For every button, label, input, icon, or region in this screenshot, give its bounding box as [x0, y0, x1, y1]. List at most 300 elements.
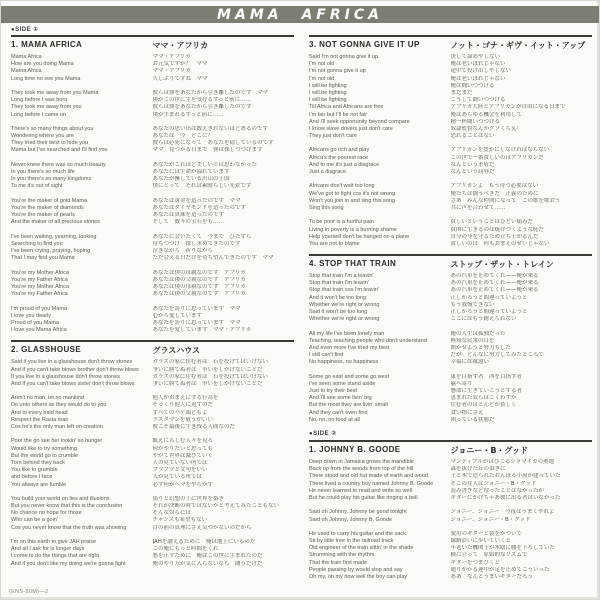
lyric-line-en: You always are fumble — [11, 481, 67, 488]
lyric-line — [11, 359, 294, 366]
lyric-line-en: Respect the Rasta man — [11, 416, 69, 423]
lyric-line — [309, 466, 592, 473]
lyric-line — [309, 155, 592, 162]
song-lyrics — [309, 273, 592, 424]
lyric-line — [309, 495, 592, 502]
lyric-line-en: I've been crying, praying, hoping — [11, 248, 91, 255]
lyric-line — [309, 395, 592, 402]
lyric-line-en: Stop that train I'm a leavin' — [309, 273, 374, 280]
lyric-line-en: You are not to blame — [309, 240, 360, 247]
lyric-line-jp: ギターをつまびくと — [450, 559, 500, 566]
lyric-line — [309, 280, 592, 287]
lyric-line — [309, 76, 592, 83]
lyric-line — [309, 316, 592, 323]
lyric-line-en: No, no, no food at all — [309, 416, 360, 423]
lyric-line — [11, 482, 294, 489]
stanza-gap — [11, 155, 294, 162]
lyric-line-jp: ブツブツと文句をいい — [152, 467, 208, 474]
lyric-line — [309, 68, 592, 75]
lyric-line-en: You're the maker of gold Mama — [11, 197, 88, 204]
lyric-line — [309, 531, 592, 538]
lyric-line-jp: 彼らは必死になって あなたを隠しているのです — [152, 140, 274, 147]
lyric-line — [309, 191, 592, 198]
lyric-line-en: I love you dearly — [11, 312, 52, 319]
lyric-line-en: Who can be a goin' — [11, 517, 58, 524]
lyric-line — [11, 460, 294, 467]
lyric-line-jp: 愛用のギターと袋をかついで — [450, 530, 522, 537]
lyric-line — [11, 446, 294, 453]
lyric-line — [309, 338, 592, 345]
lyric-line-jp: 久しぶりですね ママ — [152, 75, 208, 82]
lyric-line-jp: 困っている状態だ — [450, 416, 495, 423]
lyric-line-en: Never knew there was so much beauty — [11, 161, 106, 168]
lyric-line — [11, 198, 294, 205]
lyric-line-jp: 東を目指す者 西を目指す者 — [450, 373, 523, 380]
song-divider-rule — [309, 440, 592, 442]
lyric-line-en: You like to grumble — [11, 467, 58, 474]
lyric-line-en: Africans don't wait too long — [309, 183, 375, 190]
lyric-line — [11, 234, 294, 241]
lyric-line — [309, 402, 592, 409]
lyric-line-en: He used to carry his guitar and the sack — [309, 530, 406, 537]
song-title-jp: グラスハウス — [152, 346, 201, 356]
lyric-line — [309, 54, 592, 61]
lyric-line — [309, 183, 592, 190]
lyric-line-en: But he could play his guitar like ringing a bell — [309, 494, 418, 501]
lyric-line — [309, 83, 592, 90]
lyric-line-en: Long before I came on — [11, 111, 67, 118]
lyric-line — [309, 574, 592, 581]
lyric-line-en: And the maker of all precious stones — [11, 219, 100, 226]
lyric-line — [309, 509, 592, 516]
lyric-line — [11, 374, 294, 381]
stanza-gap — [309, 212, 592, 219]
lyric-line — [11, 306, 294, 313]
lyric-line-en: Oh my, oh my how well the boy can play — [309, 574, 408, 580]
lyric-line-en: Poor the go see her lookin' so hunger — [11, 438, 103, 445]
lyric-line-jp: そんな奴らには — [152, 510, 192, 517]
lyric-line-jp: 人が見ている所では — [152, 474, 203, 481]
lyric-line-jp: あなたが擁している沢山の王国 — [152, 176, 230, 183]
lyric-line-en: But the world go to crumble — [11, 452, 78, 459]
song-lyrics — [11, 359, 294, 567]
lyric-line — [11, 313, 294, 320]
lyrics-column-left — [11, 26, 294, 585]
lyric-line-en: And even more I've tried my best — [309, 344, 390, 351]
lyric-line-en: There lived a country boy named Johnny B. Goode — [309, 480, 434, 487]
lyric-line — [11, 561, 294, 568]
lyric-line-jp: アフリカ大陸とアフリカンが自由になる日まで — [450, 104, 566, 111]
lyric-line — [309, 61, 592, 68]
lyric-line-jp: 年老いた機関士が木陰に腰を下ろしていた — [450, 545, 556, 552]
lyric-line — [11, 147, 294, 154]
lyrics-content — [11, 26, 590, 585]
lyric-line-en: And to me it's just a disgrace — [309, 161, 380, 168]
lyric-line-jp: あなたがこれほど美しいとは思わなかった — [152, 161, 258, 168]
lyric-line — [309, 90, 592, 97]
lyric-line-jp: ガラスの家に住む者は 石を投げてはいけない — [152, 373, 268, 380]
lyric-line-en: And all I ask for is longer days — [11, 546, 85, 553]
lyric-line-jp: 俺はあらゆる機会を利用して — [450, 111, 523, 118]
lyric-line — [11, 546, 294, 553]
lyric-line-jp: 精一杯闘いつづける — [450, 118, 501, 125]
lyric-line-jp: なんという屈辱だ — [450, 169, 495, 175]
lyric-line — [309, 133, 592, 140]
song-divider-rule — [309, 254, 592, 256]
lyric-line-jp: 恐れることはない — [450, 133, 495, 140]
lyric-line-jp: 心から愛しています — [152, 312, 203, 319]
song-title-jp: ママ・アフリカ — [152, 41, 209, 50]
lyric-line-en: He never learned to read and write so well — [309, 487, 413, 494]
lyric-line-jp: あなたは僕の母親なのです アフリカ — [152, 269, 246, 276]
lyric-line-jp: なんという矛盾だ — [450, 161, 495, 168]
column-spacer — [309, 26, 592, 35]
lyric-line-en: Stop that train I'm leavin' — [309, 280, 369, 287]
lyric-line — [11, 424, 294, 431]
song-title-jp: ジョニー・B・グッド — [450, 446, 529, 455]
lyric-line-jp: 正しかろうと間違っていようと — [450, 309, 528, 315]
lyric-line-en: In you there's so many kingdoms — [11, 176, 92, 183]
lyric-line-en: Cos you never know that the truth was showing — [11, 524, 127, 531]
lyrics-column-right — [309, 26, 592, 585]
lyric-line — [309, 459, 592, 466]
lyric-line-en: I've seen some stand aside — [309, 380, 376, 387]
stanza-gap — [11, 489, 294, 496]
lyric-line — [309, 241, 592, 248]
stanza-gap — [309, 367, 592, 374]
lyric-line-en: I will be fighting — [309, 89, 347, 96]
lyric-line-en: I will be fighting — [309, 97, 347, 104]
lyric-line-en: We've got to fight cos it's not wrong — [309, 190, 396, 197]
lyric-line-jp: 俺の人生は孤独だった — [450, 330, 506, 337]
lyric-line-jp: ここにはもう耐えられない — [450, 316, 517, 323]
lyric-line — [309, 331, 592, 338]
lyric-line-en: Till Africa and Africans are free — [309, 104, 384, 111]
lyric-line-jp: アフリカンを豊かにしなければならない — [450, 147, 550, 154]
lyric-line-en: You're my Mother Africa — [11, 284, 70, 290]
lyric-line-jp: あの汽車を止めてくれ——俺が乗る — [450, 280, 539, 287]
lyric-line-en: To me it's out of sight — [11, 183, 63, 190]
lyric-line-jp: あなたはダイヤモンドを造ったのです — [152, 204, 246, 211]
lyric-line — [11, 503, 294, 510]
lyric-line — [11, 367, 294, 374]
song-block — [309, 254, 592, 424]
catalog-number: (ENS-80M)—2 — [9, 589, 49, 595]
lyric-line-jp: あなたの思い出は数えきれないほどあるのです — [152, 125, 269, 132]
lyric-line-en: I will be fighting — [309, 82, 347, 89]
lyric-line-en: I'm not old — [309, 75, 335, 82]
lyric-line — [309, 147, 592, 154]
lyric-line — [309, 295, 592, 302]
lyric-line-en: Stop that train cos I'm leavin' — [309, 287, 379, 294]
lyric-line — [309, 374, 592, 381]
song-title-row — [309, 259, 592, 270]
lyric-line — [11, 410, 294, 417]
lyric-line-jp: 偽りと幻想の上に世界を築き — [152, 495, 225, 502]
lyric-line-jp: 食い物にさえ — [450, 409, 484, 416]
lyric-line-en: Just a disgrace — [309, 169, 346, 175]
lyric-line-jp: お元気ですか？ ママ — [152, 61, 208, 68]
song-divider-rule — [11, 340, 294, 342]
lyric-line — [11, 90, 294, 97]
lyric-line-en: Old engineer of the train sittin' in the shade — [309, 545, 414, 552]
lyric-line-en: Said it won't be too long — [309, 309, 368, 315]
lyric-line-en: Africans go rich and play — [309, 147, 370, 154]
lyric-line-en: You're the maker of pearls — [11, 212, 75, 219]
lyric-line-jp: あなたは僕の父親なのです アフリカ — [152, 291, 246, 298]
lyric-line-jp: 人の見ていない所では — [152, 459, 208, 466]
lyric-line-en: To be poor is a hurtful pain — [309, 219, 374, 226]
lyric-line — [309, 97, 592, 104]
lyric-line-jp: 争いに勝てぬ者は 争いをしかけないことだ — [152, 380, 263, 387]
lyric-line — [309, 359, 592, 366]
lyric-line-en: They just don't care — [309, 133, 357, 140]
lyric-line-en: Deep down in Jamaica grows the mandible — [309, 459, 414, 465]
lyric-line — [11, 539, 294, 546]
lyric-line — [11, 68, 294, 75]
lyric-line-jp: 彼こそ最後に生き残る人間なのだ — [152, 424, 236, 430]
lyric-line — [11, 61, 294, 68]
album-title: MAMA AFRICA — [217, 6, 383, 23]
lyric-line-en: Proud of you Mama — [11, 319, 59, 326]
lyric-line — [11, 176, 294, 183]
lyric-line-jp: 通りがかる連中が足を止めてこういった — [450, 566, 550, 573]
lyric-line-en: How are you doing Mama — [11, 61, 74, 68]
lyric-line-jp: あなたを誇りに思っています ママ — [152, 305, 241, 312]
song-block — [309, 440, 592, 581]
song-title-en: 1. MAMA AFRICA — [11, 40, 83, 49]
lyric-line-jp: ママ 見つかる日まで 僕は探しつづけます — [152, 147, 263, 154]
lyric-line-jp: 森を抜けた丘の頂きに — [450, 466, 506, 473]
lyric-line-jp: あなたは僕の母親なのです アフリカ — [152, 284, 246, 290]
lyric-line-jp: 俺のやり方が気に入らないなら 闘うだけだ — [152, 560, 263, 567]
lyric-line-jp: 他人がおまえにする行為を — [152, 395, 219, 402]
lyric-line-jp: あの汽車を止めてくれ——俺が乗る — [450, 287, 539, 294]
lyric-line — [11, 255, 294, 262]
lyric-line-jp: すべてのハゲ頭どもよ — [152, 409, 208, 416]
stanza-gap — [309, 502, 592, 509]
lyric-line-jp: 開かせようと努力もした — [450, 344, 512, 351]
stanza-gap — [11, 119, 294, 126]
lyric-line-jp: 線路沿いに歩いていくと — [450, 538, 512, 545]
lyric-line-en: They took me away from you — [11, 104, 82, 111]
lyric-line-jp: この俺にもっと時間をくれ — [152, 546, 219, 553]
lyric-line-en: Whether we're right or wrong — [309, 316, 380, 323]
song-lyrics — [309, 459, 592, 581]
lyric-line — [11, 402, 294, 409]
lyric-line-jp: 無知な民衆の目を — [450, 337, 495, 344]
lyric-line-en: They tried their best to hide you — [11, 140, 89, 147]
lyric-line-jp: ママ・アフリカ — [152, 54, 191, 60]
lyric-line-jp: あなたを愛しています ママ・アフリカ — [152, 327, 252, 334]
stanza-gap — [309, 524, 592, 531]
song-block — [309, 35, 592, 248]
lyric-line — [309, 410, 592, 417]
lyric-line-en: Said oh Johnny, Johnny B. Goode — [309, 516, 393, 523]
lyric-line-en: And I'll see some livin' big — [309, 395, 372, 402]
lyric-line — [11, 241, 294, 248]
lyric-line-jp: 読み書きなど習ったことはなかったが — [450, 487, 545, 494]
song-title-en: 3. NOT GONNA GIVE IT UP — [309, 40, 420, 49]
lyric-line — [309, 417, 592, 424]
song-divider-rule — [309, 35, 592, 37]
lyric-line-en: If you live in a glasshouse don't throw stones — [11, 373, 120, 380]
lyric-line-jp: チャンスも希望もない — [152, 517, 208, 524]
lyric-line — [11, 284, 294, 291]
lyric-line — [11, 453, 294, 460]
lyric-line — [309, 538, 592, 545]
lyric-line-jp: 僕がこの世に生を受けるずっと前に…… — [152, 97, 252, 104]
lyric-line — [309, 302, 592, 309]
lyric-line-en: Said if you live in a glasshouse don't throw stones — [11, 359, 133, 366]
lyric-line — [309, 205, 592, 212]
lyric-line — [309, 309, 592, 316]
lyric-line-jp: 途中で投げ出しやしない — [450, 68, 512, 75]
lyric-line-jp: 貧困に生きるのは焼けつくような恥だ — [450, 226, 545, 233]
lyric-line-en: And if you can't take blows sister don't throw blows — [11, 380, 135, 387]
lyric-line-en: And if you don't like my doing we're gonna fight — [11, 560, 126, 567]
lyric-line — [309, 234, 592, 241]
lyric-line-en: Said I'm not gonna give it up — [309, 54, 379, 60]
lyric-line-en: Sit by little tree in the railroad track — [309, 538, 394, 545]
lyric-line-jp: 争いに勝てぬ者は 争いをしかけないことだ — [152, 366, 263, 373]
song-title-row — [309, 445, 592, 456]
lyric-line — [11, 517, 294, 524]
lyric-line-jp: ジョニー、ジョニー・B・グッド — [450, 516, 531, 523]
lyric-line — [11, 270, 294, 277]
lyric-line-jp: アフリカンよ もう待つ必要はない — [450, 183, 539, 190]
lyric-line-jp: ガラスの家に住む者は 石を投げてはいけない — [152, 359, 268, 366]
lyric-line — [11, 381, 294, 388]
lyric-line — [11, 205, 294, 212]
lyric-line — [11, 438, 294, 445]
lyric-line-jp: 自分の身を守るため立ち上がるんだ — [450, 233, 539, 240]
lyric-line — [309, 381, 592, 388]
lyric-line-en: Torn behind they back — [11, 459, 65, 466]
lyric-line-jp: 貧しいのは 何もおまえのせいじゃない — [450, 240, 550, 247]
lyric-line-en: They took me away from you Mama — [11, 89, 99, 96]
lyric-line-en: Mama Africa — [11, 54, 42, 60]
lyric-line-en: Said oh Johnny, Johnny be good tonight — [309, 509, 407, 516]
lyric-line — [11, 525, 294, 532]
lyric-line-en: Wondering where you are — [11, 133, 74, 140]
lyric-line-en: You're my Mother Africa — [11, 269, 70, 276]
lyric-line — [11, 104, 294, 111]
lyric-line-jp: まだまだ — [450, 89, 473, 96]
lyric-line-en: Cos he's the only man left on creation — [11, 424, 103, 430]
lyric-line — [11, 54, 294, 61]
song-lyrics — [309, 54, 592, 248]
song-block — [11, 35, 294, 334]
lyric-line — [309, 112, 592, 119]
lyric-line-jp: 何かやりたいと思っても — [152, 445, 214, 452]
lyric-line — [309, 517, 592, 524]
lyric-line-jp: ラスタマンを敬うがいい — [152, 416, 213, 423]
lyric-line-en: I'm proud of you Mama — [11, 305, 68, 312]
lyric-line — [11, 133, 294, 140]
song-title-en: 1. JOHNNY B. GOODE — [309, 445, 401, 454]
lyric-line-en: And it won't be too long — [309, 294, 367, 301]
lyric-line-jp: 幸福には縁遠い — [450, 359, 490, 366]
lyric-line-en: No chance no hope for those — [11, 510, 82, 517]
lyric-line-en: Long time no see you Mama — [11, 75, 81, 82]
lyric-line-jp: あなたに会いたくて 今まで ひたすら — [152, 233, 252, 240]
lyric-line-jp: 目の前の真理にさえ気づかないのだから — [152, 524, 252, 531]
lyric-line-jp: 脇へ寄り — [450, 380, 473, 387]
stanza-gap — [309, 140, 592, 147]
lyric-line-en: Help yourself don't be hanged on a plane — [309, 233, 410, 240]
lyric-line-en: And if you can't take blows brother don't throw blows — [11, 366, 139, 373]
lyric-line — [11, 169, 294, 176]
lyric-line-en: Searching to find you — [11, 240, 63, 247]
lyric-line — [11, 395, 294, 402]
lyric-line — [11, 320, 294, 327]
song-block — [11, 340, 294, 567]
lyric-line-en: That I may find you Mama — [11, 255, 75, 262]
lyric-line-jp: ギターにかけちゃあ彼に出る者はいなかった — [450, 494, 561, 501]
lyric-line — [11, 183, 294, 190]
lyric-line-jp: この世で一番貧しいのはアフリカンだ — [450, 154, 544, 161]
song-title-row — [11, 345, 294, 356]
lyric-line-jp: あなたは 今 どこに？ — [152, 133, 214, 140]
lyric-line-jp: あの汽車を止めてくれ——俺が乗る — [450, 273, 539, 280]
side-2-label: ●SIDE ② — [309, 431, 337, 437]
lyric-line-jp: だが どんなに努力してみたところで — [450, 352, 544, 359]
lyric-line-en: I'm not old — [309, 61, 335, 68]
lyric-line-en: I come to do the things that are right — [11, 553, 100, 560]
lyric-line — [309, 345, 592, 352]
lyric-line-jp: 正しかろうと間違っていようと — [450, 294, 528, 301]
lyric-line-jp: 待ちつづけ 探し求めてきたのです — [152, 240, 241, 247]
lyric-line — [309, 388, 592, 395]
lyric-line-en: There's so many things about you — [11, 125, 94, 132]
stanza-gap — [11, 262, 294, 269]
lyric-line-jp: 悪を正すために 俺はこの世に生まれたのだ — [152, 553, 263, 560]
lyric-line-en: You're my Father Africa — [11, 291, 68, 298]
album-title-banner — [1, 6, 599, 23]
song-divider-rule — [11, 35, 294, 37]
lyric-line-en: No happiness, no happiness — [309, 359, 379, 366]
lyric-line-en: Would like to try something — [11, 445, 77, 452]
lyric-line-en: Won't you join in and sing this song — [309, 197, 395, 204]
lyric-line — [309, 119, 592, 126]
lyric-line-en: There stood and old hut made of earth and wood — [309, 473, 428, 480]
lyric-line-jp: 土と木で造られたおんぼろ小屋が建っていた — [450, 473, 561, 480]
lyric-line — [309, 219, 592, 226]
stanza-gap — [11, 83, 294, 90]
lyric-line — [11, 467, 294, 474]
lyric-line-jp: 貧しいということはひどい痛みだ — [450, 219, 534, 226]
lyric-line — [309, 162, 592, 169]
lyric-line-jp: 恵まれた奴らはごくわずか — [450, 395, 517, 402]
lyric-line — [11, 97, 294, 104]
song-title-row — [11, 40, 294, 51]
lyric-line-jp: 奴隷監督なんかクソくらえ！ — [450, 125, 523, 132]
lyric-line — [309, 545, 592, 552]
lyric-line-en: I'm fair but I'll be not fair — [309, 111, 368, 118]
lyric-line-jp: もう我慢できない — [450, 301, 495, 308]
stanza-gap — [11, 431, 294, 438]
song-title-en: 4. STOP THAT TRAIN — [309, 259, 397, 269]
lyric-line-jp: ああ なんとうまいギターだろう — [450, 574, 533, 580]
lyric-line — [309, 352, 592, 359]
lyric-line-en: But the most they are livin' small — [309, 402, 388, 409]
lyric-line — [309, 560, 592, 567]
lyric-line-en: People passing by would stop and say — [309, 566, 403, 573]
lyric-line — [309, 287, 592, 294]
lyric-line — [309, 473, 592, 480]
lyric-line — [11, 126, 294, 133]
